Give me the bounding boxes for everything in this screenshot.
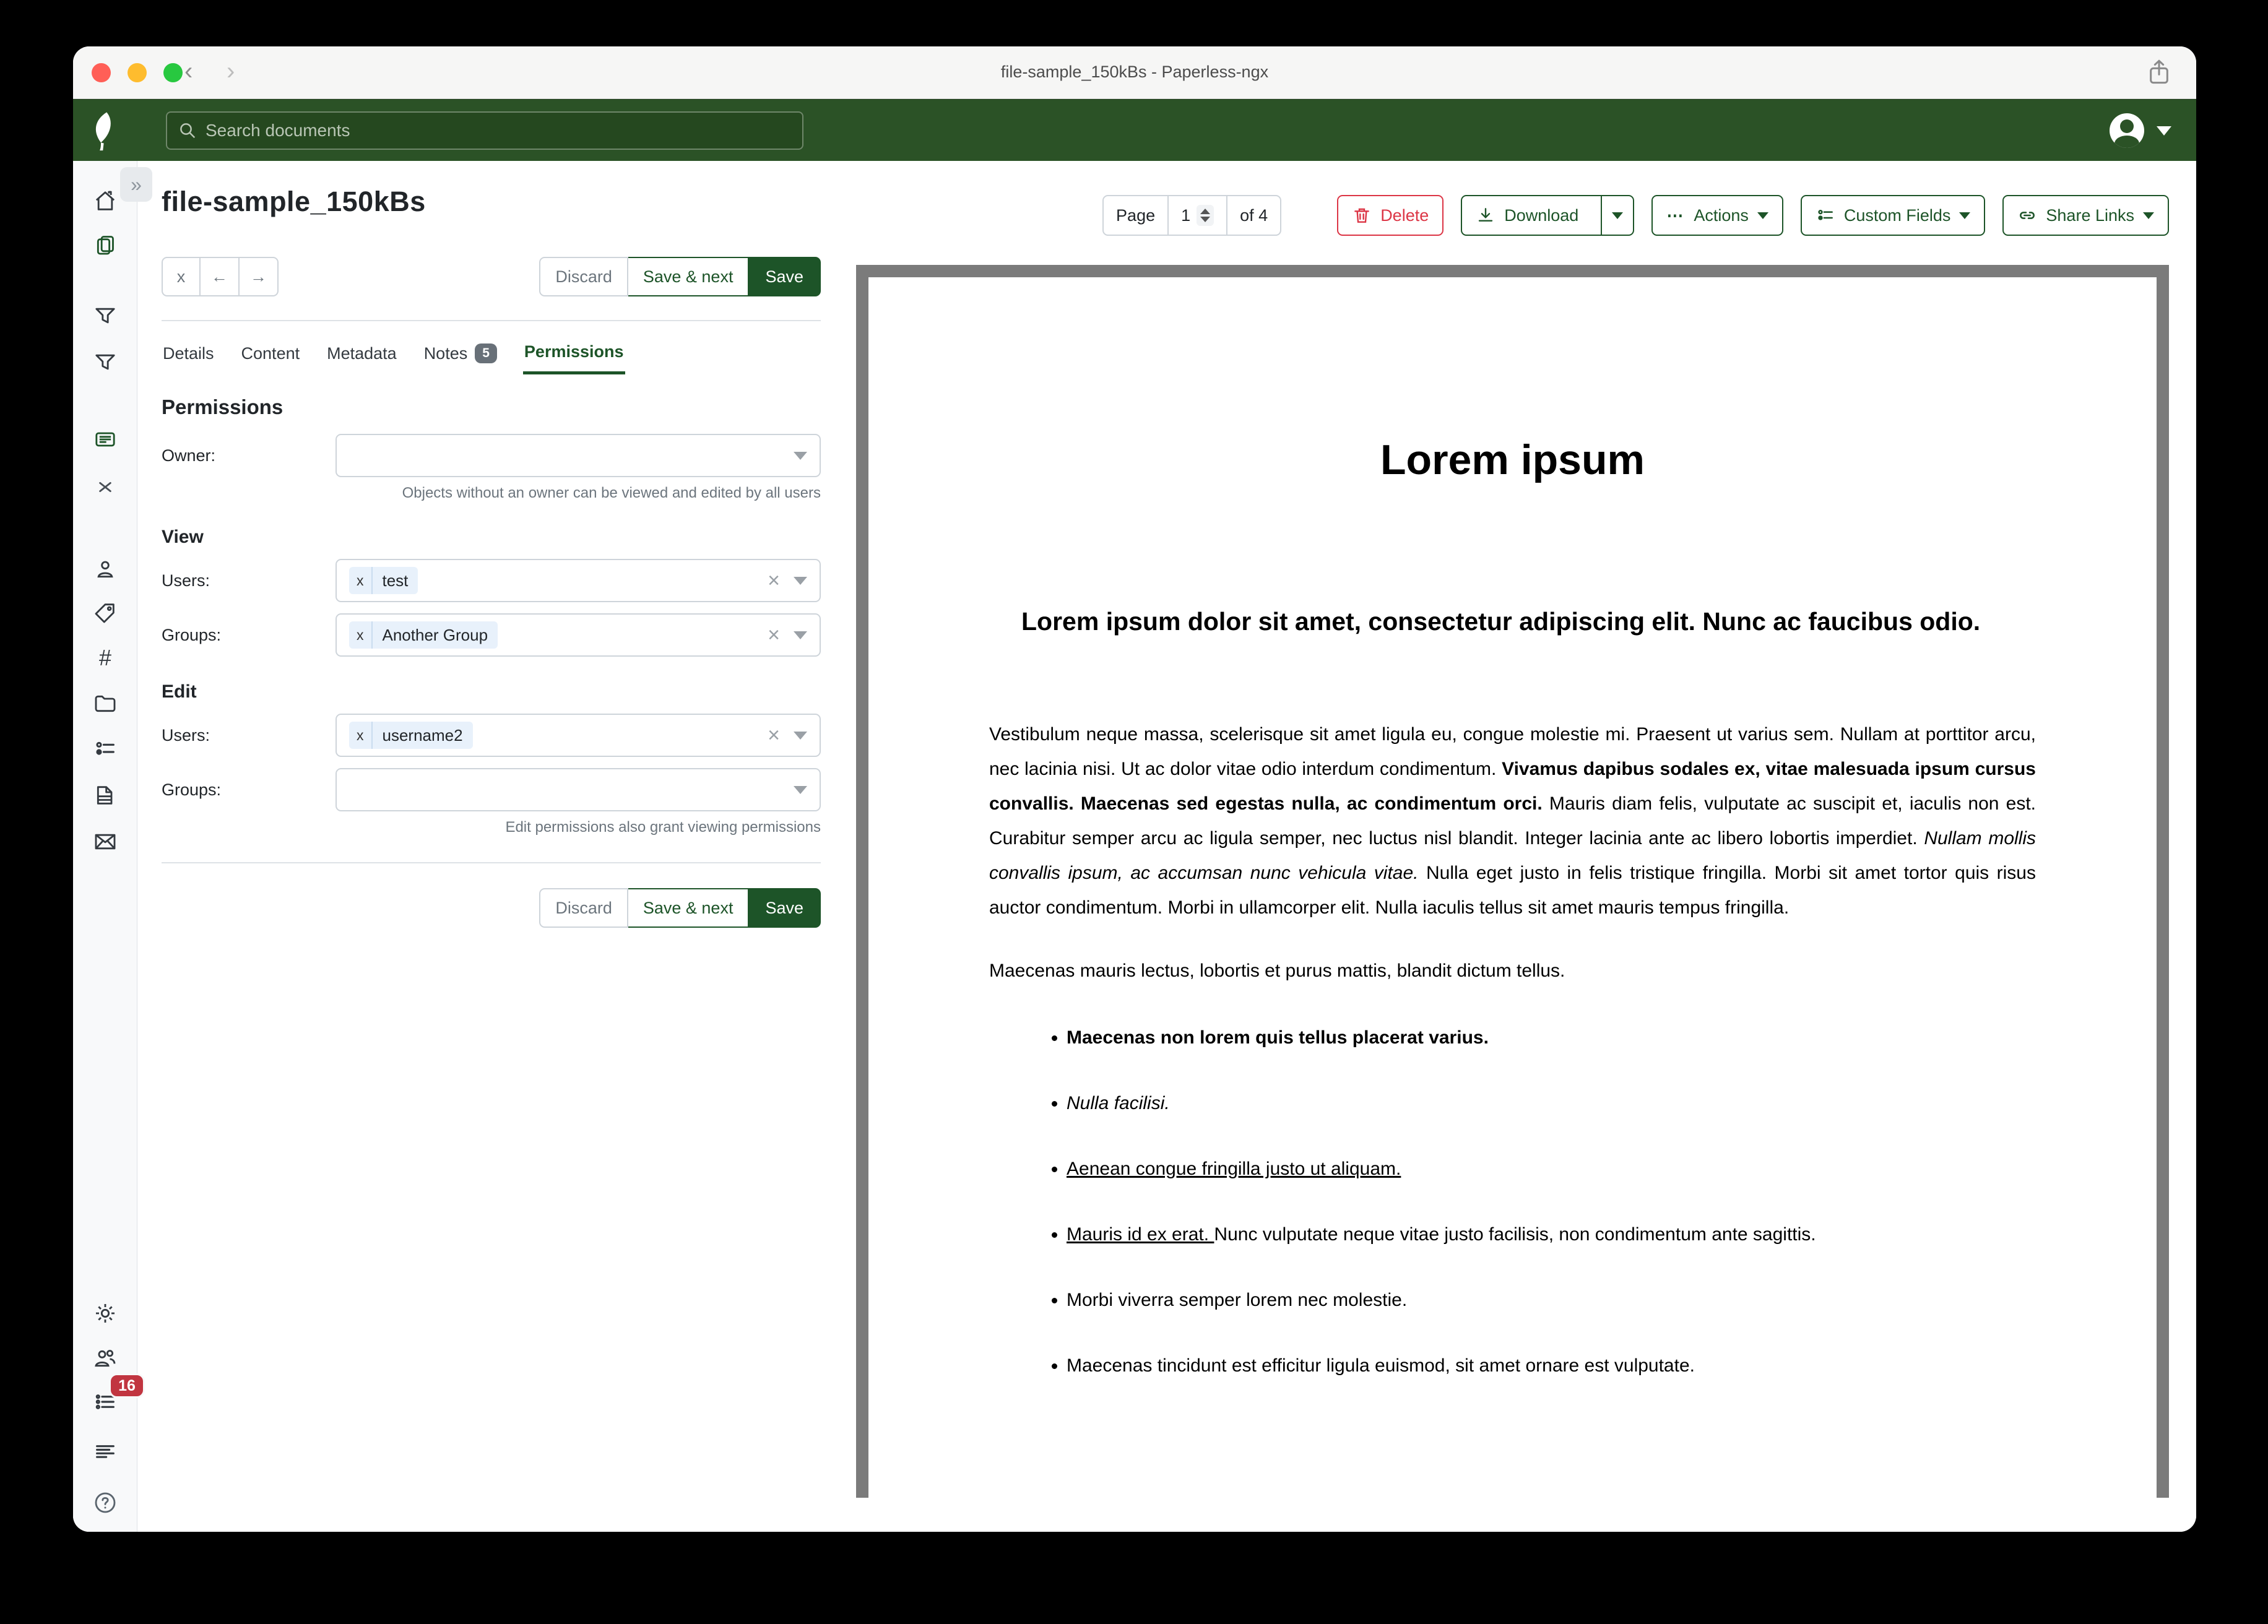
expand-chevrons-icon: »: [131, 173, 142, 196]
owner-select[interactable]: [335, 434, 821, 477]
view-users-select[interactable]: [335, 559, 821, 602]
page-navigator: [1102, 195, 1281, 236]
paperless-logo-icon: [88, 111, 123, 150]
pdf-bullet: • Maecenas tincidunt est efficitur ligula euismod, sit amet ornare est vulputate.: [1067, 1349, 2036, 1383]
share-links-button[interactable]: [2002, 195, 2169, 236]
chip-remove-icon[interactable]: x: [349, 621, 373, 649]
doc-nav-group: [162, 257, 279, 296]
edit-groups-caret-icon[interactable]: [794, 786, 807, 794]
sidebar-item-close-all[interactable]: [90, 472, 120, 502]
edit-users-label: Users:: [162, 725, 210, 745]
view-groups-select[interactable]: [335, 613, 821, 657]
pdf-title: Lorem ipsum: [1380, 436, 1645, 483]
save-group-top: [539, 257, 821, 296]
view-users-caret-icon[interactable]: [794, 577, 807, 585]
download-label: Download: [1504, 205, 1579, 225]
notes-count-badge: 5: [475, 343, 497, 363]
sidebar-item-file-tasks[interactable]: [90, 780, 120, 810]
sidebar-item-tasks[interactable]: [90, 1376, 136, 1417]
actions-label: Actions: [1694, 205, 1749, 225]
sidebar-item-storage-paths[interactable]: [90, 643, 120, 673]
actions-caret-icon: [1757, 212, 1768, 219]
sidebar-item-open-document[interactable]: [90, 425, 120, 454]
search-bar[interactable]: [166, 111, 803, 150]
sidebar-item-documentation[interactable]: [90, 1488, 120, 1518]
panel-divider: [162, 320, 821, 321]
sidebar-item-dashboard[interactable]: [90, 186, 120, 216]
sidebar-expand-button[interactable]: [120, 167, 152, 202]
sidebar-item-logs[interactable]: [90, 1436, 120, 1466]
sidebar-item-documents[interactable]: [90, 230, 120, 259]
edit-groups-row: [162, 768, 821, 811]
clear-selection-icon[interactable]: ×: [768, 568, 780, 592]
save-next-button[interactable]: Save & next: [628, 888, 750, 928]
mail-icon: [93, 829, 118, 854]
chip-label: Another Group: [382, 625, 488, 644]
ellipsis-icon: ⋯: [1666, 205, 1686, 225]
sidebar-item-saved-view-1[interactable]: [90, 301, 120, 330]
pdf-paragraph: Maecenas mauris lectus, lobortis et purus mattis, blandit dictum tellus.: [989, 961, 1565, 981]
main-area: [73, 161, 2196, 1532]
page-label: Page: [1116, 205, 1156, 225]
document-title: file-sample_150kBs: [162, 186, 426, 217]
next-document-button[interactable]: →: [240, 257, 279, 296]
delete-button[interactable]: [1337, 195, 1443, 236]
app-header: [73, 99, 2196, 161]
chain-link-icon: [2017, 205, 2037, 225]
open-document-icon: [93, 427, 118, 452]
selected-user-chip: [349, 722, 473, 749]
clear-selection-icon[interactable]: ×: [768, 623, 780, 647]
trash-icon: [1352, 205, 1372, 225]
view-users-row: [162, 559, 821, 602]
custom-fields-icon: [93, 736, 118, 761]
discard-button[interactable]: Discard: [539, 257, 628, 296]
previous-document-button[interactable]: ←: [201, 257, 240, 296]
custom-fields-caret-icon: [1959, 212, 1970, 219]
sidebar-item-correspondents[interactable]: [90, 555, 120, 584]
filter-funnel-icon: [93, 350, 118, 374]
person-icon: [93, 557, 118, 582]
pdf-bullet: • Aenean congue fringilla justo ut aliquam.: [1067, 1152, 2036, 1186]
gear-icon: [93, 1301, 118, 1326]
close-all-x-icon: [93, 475, 118, 499]
search-input[interactable]: [206, 121, 791, 140]
edit-help-text: Edit permissions also grant viewing permissions: [505, 819, 821, 836]
download-icon: [1476, 205, 1495, 225]
history-forward-icon[interactable]: ›: [227, 58, 235, 85]
edit-users-select[interactable]: [335, 714, 821, 757]
folder-icon: [93, 691, 118, 716]
detail-tabs: [162, 336, 821, 374]
filter-funnel-icon: [93, 303, 118, 328]
pdf-bullet: • Nulla facilisi.: [1067, 1086, 2036, 1121]
view-users-label: Users:: [162, 571, 210, 590]
chip-label: username2: [382, 725, 463, 745]
chip-label: test: [382, 571, 409, 590]
custom-fields-button[interactable]: [1801, 195, 1986, 236]
close-document-button[interactable]: x: [162, 257, 201, 296]
app-window: [73, 46, 2196, 1532]
pdf-page: [868, 277, 2157, 1383]
document-detail-panel: [162, 257, 821, 928]
pdf-bullet: • Mauris id ex erat. Nunc vulputate neque vitae justo facilisis, non condimentum ante sagittis.: [1067, 1217, 2036, 1252]
pdf-paragraph: Vestibulum neque massa, scelerisque sit amet ligula eu, congue molestie mi. Praesent ut varius sem. Nullam at porttitor arcu, nec lacinia nisi. Ut ac dolor vitae odio interdum condimentum. Vivamus dapibus sodales ex, vitae malesuada ipsum cursus convallis. Maecenas sed egestas nulla, ac condimentum orci. Mauris diam felis, vulputate ac suscipit et, iaculis non est. Curabitur semper arcu ac ligula semper, nec luctus nisl blandit. Integer lacinia ante ac libero lobortis imperdiet. Nullam mollis convallis ipsum, ac accumsan nunc vehicula vitae. Nulla eget justo in felis tristique fringilla. Morbi sit amet tortor quis risus auctor condimentum. Morbi in ullamcorper elit. Nulla iaculis tellus sit amet mauris tempus fringilla.: [989, 724, 2036, 918]
page-stepper[interactable]: [1197, 205, 1214, 226]
help-question-icon: [93, 1490, 118, 1515]
view-groups-caret-icon[interactable]: [794, 631, 807, 639]
user-menu[interactable]: [2110, 113, 2171, 148]
edit-heading: Edit: [162, 681, 197, 702]
user-menu-caret-icon[interactable]: [2157, 126, 2171, 136]
view-heading: View: [162, 527, 204, 547]
owner-select-caret-icon[interactable]: [794, 452, 807, 460]
save-next-button[interactable]: Save & next: [628, 257, 750, 296]
step-up-icon[interactable]: [1200, 209, 1210, 214]
pdf-bullet-list: [989, 1021, 2036, 1383]
page-count-label: of 4: [1226, 196, 1280, 235]
view-groups-label: Groups:: [162, 625, 222, 644]
chip-remove-icon[interactable]: x: [349, 722, 373, 749]
chip-remove-icon[interactable]: x: [349, 567, 373, 594]
pdf-bullet: • Maecenas non lorem quis tellus placerat varius.: [1067, 1021, 2036, 1055]
download-button[interactable]: [1461, 195, 1634, 236]
bottom-actions-row: [162, 888, 821, 928]
download-main[interactable]: [1462, 196, 1592, 235]
permissions-heading: Permissions: [162, 395, 284, 418]
delete-label: Delete: [1380, 205, 1429, 225]
documents-stack-icon: [93, 232, 118, 257]
pdf-subtitle: Lorem ipsum dolor sit amet, consectetur adipiscing elit. Nunc ac faucibus odio.: [1021, 607, 1981, 636]
selected-user-chip: [349, 567, 418, 594]
search-icon: [178, 121, 197, 140]
owner-label: Owner:: [162, 446, 216, 465]
users-icon: [93, 1346, 118, 1371]
share-links-label: Share Links: [2046, 205, 2134, 225]
edit-users-caret-icon[interactable]: [794, 732, 807, 740]
sidebar-item-users-groups[interactable]: [90, 1344, 120, 1373]
home-icon: [93, 189, 118, 214]
history-back-icon[interactable]: ‹: [184, 58, 193, 85]
tab-content[interactable]: Content: [241, 343, 300, 363]
tab-details[interactable]: Details: [163, 343, 214, 363]
actions-button[interactable]: [1651, 195, 1783, 236]
pdf-bullet: • Morbi viverra semper lorem nec molestie.: [1067, 1283, 2036, 1318]
titlebar: [73, 46, 2196, 99]
hash-icon: #: [98, 645, 112, 670]
tag-icon: [93, 600, 118, 625]
view-groups-row: [162, 613, 821, 657]
selected-group-chip: [349, 621, 498, 649]
share-icon[interactable]: [2147, 59, 2171, 86]
custom-fields-label: Custom Fields: [1843, 205, 1951, 225]
tab-metadata[interactable]: Metadata: [327, 343, 397, 363]
tab-notes[interactable]: Notes 5: [423, 336, 498, 374]
edit-controls-row: [162, 257, 821, 296]
sidebar-item-document-types[interactable]: [90, 689, 120, 719]
logs-lines-icon: [93, 1439, 118, 1464]
user-avatar-icon[interactable]: [2110, 113, 2144, 148]
sidebar-item-mail[interactable]: [90, 827, 120, 857]
step-down-icon[interactable]: [1200, 217, 1210, 222]
document-toolbar: [1102, 195, 2169, 236]
save-button[interactable]: Save: [749, 257, 821, 296]
sidebar: [73, 161, 137, 1532]
window-title: file-sample_150kBs - Paperless-ngx: [1000, 63, 1269, 81]
edit-users-row: [162, 714, 821, 757]
sidebar-item-saved-view-2[interactable]: [90, 347, 120, 377]
panel-divider: [162, 862, 821, 863]
pages-icon: [93, 783, 118, 808]
sidebar-item-custom-fields[interactable]: [90, 734, 120, 764]
page-number-control[interactable]: [1167, 196, 1226, 235]
download-options-caret[interactable]: [1601, 196, 1633, 235]
edit-groups-select[interactable]: [335, 768, 821, 811]
page-number-value[interactable]: 1: [1181, 205, 1191, 225]
sidebar-item-settings[interactable]: [90, 1298, 120, 1328]
owner-help-text: Objects without an owner can be viewed and edited by all users: [402, 485, 821, 501]
pdf-preview[interactable]: [856, 265, 2169, 1498]
share-links-caret-icon: [2143, 212, 2154, 219]
save-group-bottom: [539, 888, 821, 928]
discard-button[interactable]: Discard: [539, 888, 628, 928]
clear-selection-icon[interactable]: ×: [768, 723, 780, 747]
sidebar-item-tags[interactable]: [90, 598, 120, 628]
tasks-count-badge: 16: [109, 1373, 145, 1398]
custom-fields-icon: [1816, 205, 1835, 225]
save-button[interactable]: Save: [749, 888, 821, 928]
tab-permissions[interactable]: Permissions: [523, 336, 625, 374]
edit-groups-label: Groups:: [162, 780, 222, 799]
owner-row: [162, 434, 821, 477]
